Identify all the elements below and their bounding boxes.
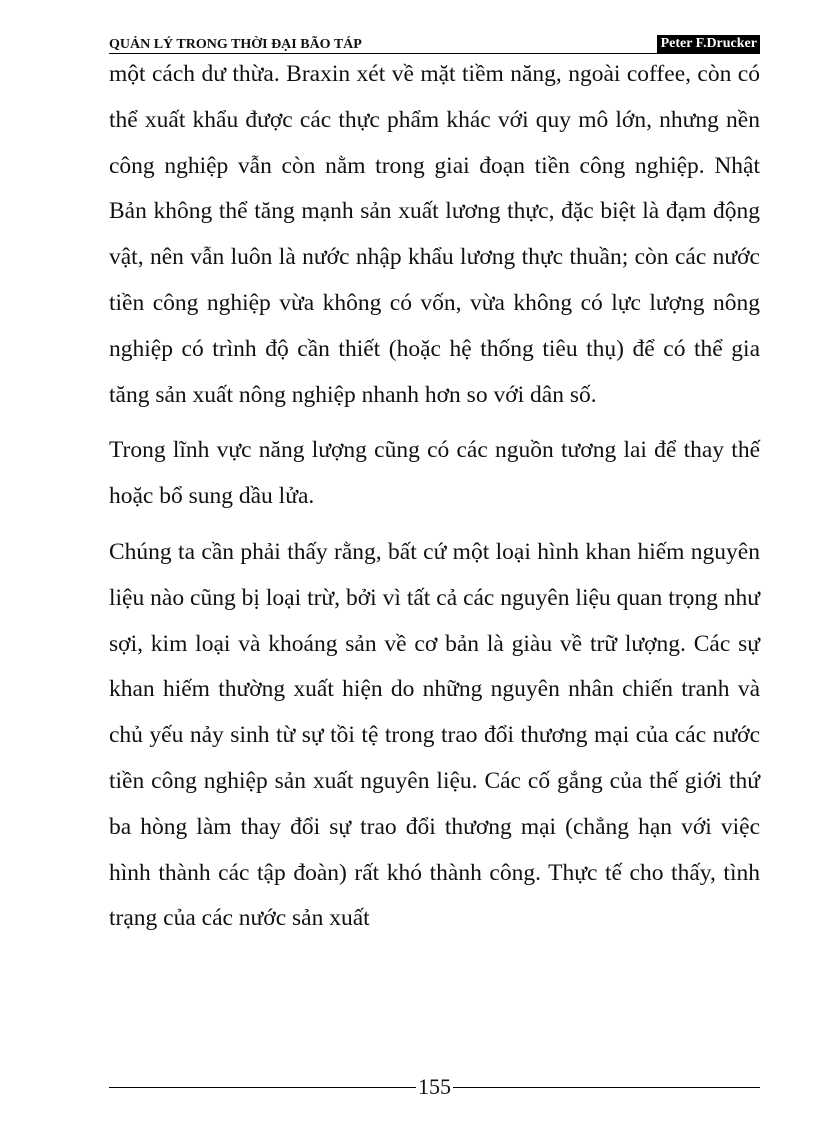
page-header — [109, 33, 760, 54]
page-number: 155 — [418, 1074, 451, 1099]
page-footer — [109, 1072, 760, 1102]
paragraph: Chúng ta cần phải thấy rằng, bất cứ một loại hình khan hiếm nguyên liệu nào cũng bị loại trừ, bởi vì tất cả các nguyên liệu quan trọng như sợi, kim loại và khoáng sản về cơ bản là giàu về trữ lượng. Các sự khan hiếm thường xuất hiện do những nguyên nhân chiến tranh và chủ yếu nảy sinh từ sự tồi tệ trong trao đổi thương mại của các nước tiền công nghiệp sản xuất nguyên liệu. Các cố gắng của thế giới thứ ba hòng làm thay đổi sự trao đổi thương mại (chẳng hạn với việc hình thành các tập đoàn) rất khó thành công. Thực tế cho thấy, tình trạng của các nước sản xuất — [109, 538, 760, 932]
footer-rule-left — [109, 1087, 416, 1088]
author-badge: Peter F.Drucker — [657, 35, 760, 53]
book-title: QUẢN LÝ TRONG THỜI ĐẠI BÃO TÁP — [109, 37, 362, 52]
paragraph: Trong lĩnh vực năng lượng cũng có các nguồn tương lai để thay thế hoặc bổ sung dầu lửa. — [109, 437, 760, 510]
page-body — [109, 52, 760, 942]
paragraph: một cách dư thừa. Braxin xét về mặt tiềm năng, ngoài coffee, còn có thể xuất khẩu được các thực phẩm khác với quy mô lớn, nhưng nền công nghiệp vẫn còn nằm trong giai đoạn tiền công nghiệp. Nhật Bản không thể tăng mạnh sản xuất lương thực, đặc biệt là đạm động vật, nên vẫn luôn là nước nhập khẩu lương thực thuần; còn các nước tiền công nghiệp vừa không có vốn, vừa không có lực lượng nông nghiệp có trình độ cần thiết (hoặc hệ thống tiêu thụ) để có thể gia tăng sản xuất nông nghiệp nhanh hơn so với dân số. — [109, 61, 760, 408]
footer-rule-right — [453, 1087, 760, 1088]
